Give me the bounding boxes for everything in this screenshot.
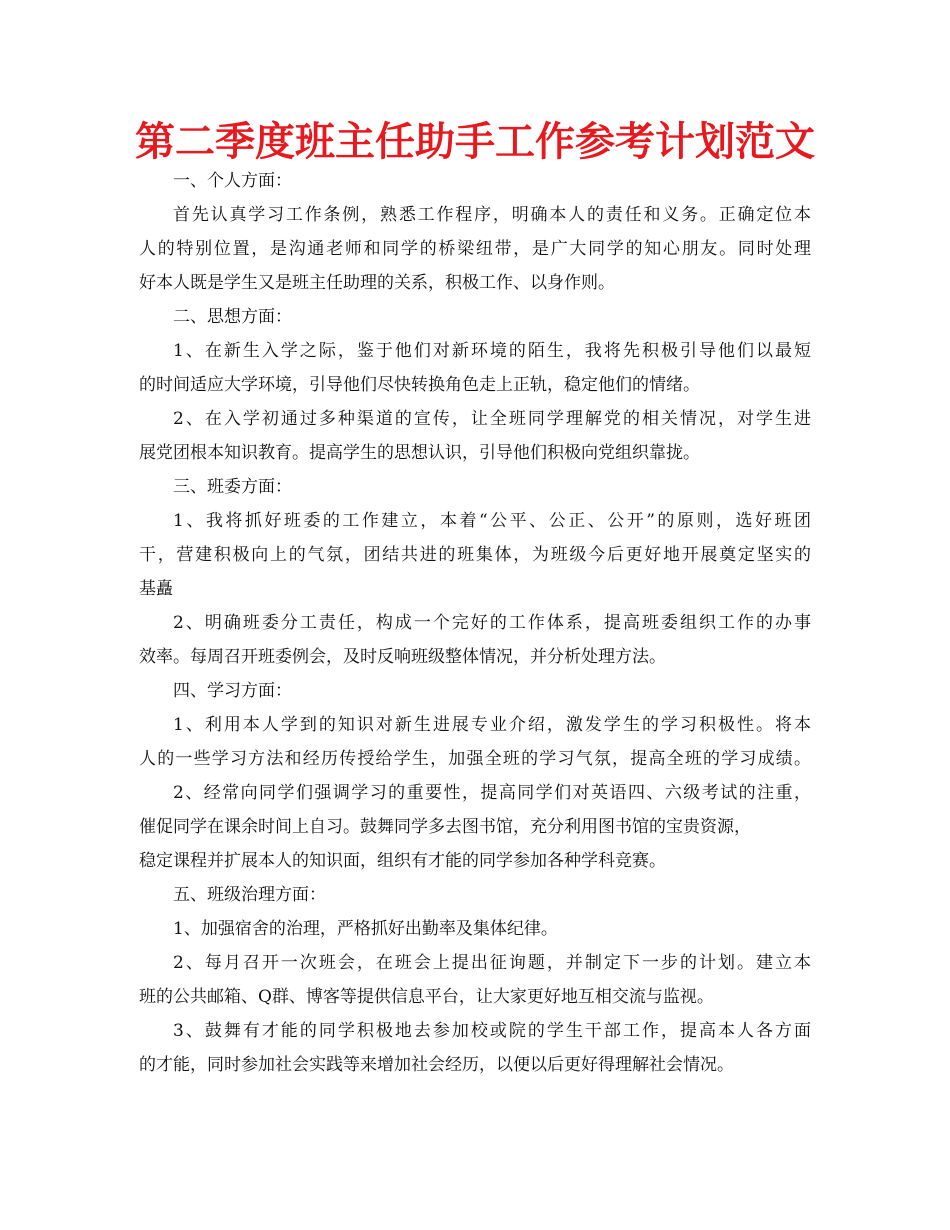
paragraph-line: 1、加强宿舍的治理，严格抓好出勤率及集体纪律。 xyxy=(173,919,558,939)
paragraph-line: 干，营建积极向上的气氛，团结共进的班集体，为班级今后更好地开展奠定坚实的 xyxy=(139,545,811,565)
paragraph-line: 效率。每周召开班委例会，及时反响班级整体情况，并分析处理方法。 xyxy=(139,647,666,667)
document-body xyxy=(139,164,811,1082)
paragraph-line: 人的特别位置，是沟通老师和同学的桥梁纽带，是广大同学的知心朋友。同时处理 xyxy=(139,239,811,259)
paragraph-line: 基矗 xyxy=(139,579,173,599)
paragraph-line: 的时间适应大学环境，引导他们尽快转换角色走上正轨，稳定他们的情绪。 xyxy=(139,375,700,395)
paragraph-line: 展党团根本知识教育。提高学生的思想认识，引导他们积极向党组织靠拢。 xyxy=(139,443,700,463)
paragraph-line: 1、利用本人学到的知识对新生进展专业介绍，激发学生的学习积极性。将本 xyxy=(173,715,811,735)
paragraph-line: 2、明确班委分工责任，构成一个完好的工作体系，提高班委组织工作的办事 xyxy=(173,613,811,633)
paragraph-line: 催促同学在课余时间上自习。鼓舞同学多去图书馆，充分利用图书馆的宝贵资源， xyxy=(139,817,751,837)
paragraph-line: 3、鼓舞有才能的同学积极地去参加校或院的学生干部工作，提高本人各方面 xyxy=(173,1021,811,1041)
paragraph-line: 好本人既是学生又是班主任助理的关系，积极工作、以身作则。 xyxy=(139,273,615,293)
paragraph-line: 1、我将抓好班委的工作建立，本着“公平、公正、公开”的原则，选好班团 xyxy=(173,511,811,531)
paragraph-line: 2、在入学初通过多种渠道的宣传，让全班同学理解党的相关情况，对学生进 xyxy=(173,409,811,429)
paragraph-line: 人的一些学习方法和经历传授给学生，加强全班的学习气氛，提高全班的学习成绩。 xyxy=(139,749,811,769)
section-heading-personal: 一、个人方面： xyxy=(173,171,292,191)
paragraph-line: 1、在新生入学之际，鉴于他们对新环境的陌生，我将先积极引导他们以最短 xyxy=(173,341,811,361)
section-heading-committee: 三、班委方面： xyxy=(173,477,292,497)
paragraph-line: 2、经常向同学们强调学习的重要性，提高同学们对英语四、六级考试的注重， xyxy=(173,783,811,803)
paragraph-line: 的才能，同时参加社会实践等来增加社会经历，以便以后更好得理解社会情况。 xyxy=(139,1055,734,1075)
paragraph-line: 首先认真学习工作条例，熟悉工作程序，明确本人的责任和义务。正确定位本 xyxy=(173,205,811,225)
document-title: 第二季度班主任助手工作参考计划范文 xyxy=(135,119,815,165)
paragraph-line: 2、每月召开一次班会，在班会上提出征询题，并制定下一步的计划。建立本 xyxy=(173,953,811,973)
section-heading-thought: 二、思想方面： xyxy=(173,307,292,327)
paragraph-line: 班的公共邮箱、Q群、博客等提供信息平台，让大家更好地互相交流与监视。 xyxy=(139,987,714,1007)
paragraph-line: 稳定课程并扩展本人的知识面，组织有才能的同学参加各种学科竞赛。 xyxy=(139,851,666,871)
section-heading-class-management: 五、班级治理方面： xyxy=(173,885,326,905)
section-heading-study: 四、学习方面： xyxy=(173,681,292,701)
